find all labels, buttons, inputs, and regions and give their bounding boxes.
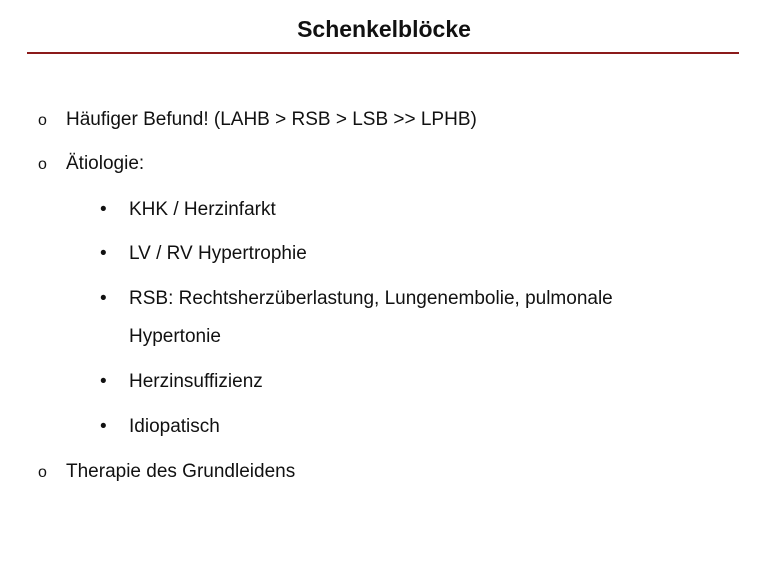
subitem-rsb: RSB: Rechtsherzüberlastung, Lungenembolie, pulmonale <box>129 288 613 309</box>
bullet-o-marker: o <box>38 464 47 481</box>
subitem-herzinsuffizienz: Herzinsuffizienz <box>129 371 263 392</box>
bullet-item-befund: Häufiger Befund! (LAHB > RSB > LSB >> LPHB) <box>66 109 477 130</box>
slide-title: Schenkelblöcke <box>297 16 471 42</box>
bullet-o-marker: o <box>38 112 47 129</box>
bullet-item-aetiologie: Ätiologie: <box>66 153 145 174</box>
subitem-hypertrophie: LV / RV Hypertrophie <box>129 243 307 264</box>
title-divider <box>27 52 739 54</box>
bullet-dot-marker: • <box>100 288 107 309</box>
bullet-dot-marker: • <box>100 371 107 392</box>
bullet-dot-marker: • <box>100 243 107 264</box>
bullet-dot-marker: • <box>100 199 107 220</box>
bullet-item-therapie: Therapie des Grundleidens <box>66 461 296 482</box>
bullet-dot-marker: • <box>100 416 107 437</box>
subitem-idiopatisch: Idiopatisch <box>129 416 220 437</box>
subitem-khk: KHK / Herzinfarkt <box>129 199 276 220</box>
subitem-rsb-continuation: Hypertonie <box>129 326 221 347</box>
bullet-o-marker: o <box>38 156 47 173</box>
